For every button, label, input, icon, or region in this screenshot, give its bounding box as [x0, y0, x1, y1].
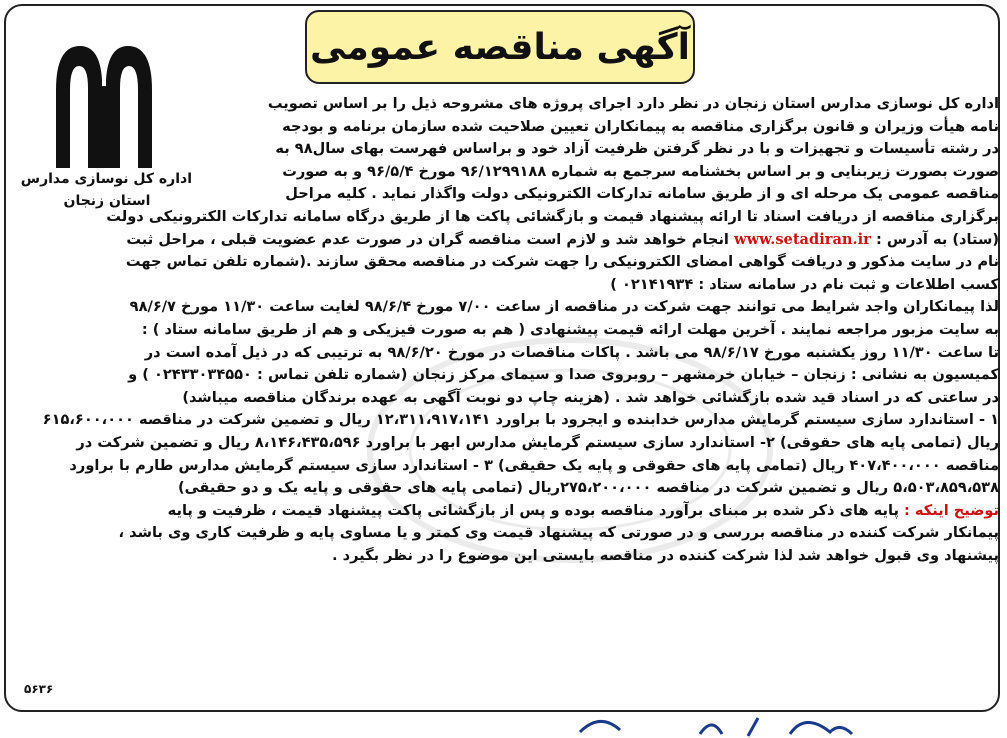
- website-link[interactable]: www.setadiran.ir: [734, 230, 871, 248]
- organization-name-line1: اداره کل نوسازی مدارس: [20, 171, 192, 187]
- body-line: در رشته تأسیسات و تجهیزات و با در نظر گرفتن ظرفیت آزاد خود و براساس فهرست بهای سال۹۸ به: [275, 140, 999, 158]
- project-line: مناقصه ۴۰۷،۴۰۰،۰۰۰ ریال (تمامی پایه های حقوقی و پایه یک حقیقی) ۳ - استاندارد سازی سیستم گرمایش مدارس طارم با براورد: [69, 456, 999, 474]
- body-line: مناقصه عمومی یک مرحله ای و از طریق سامانه تدارکات الکترونیکی دولت واگذار نماید . کلیه مراحل: [285, 185, 999, 203]
- organization-name-line2: استان زنجان: [63, 193, 151, 209]
- body-line: کمیسیون به نشانی : زنجان – خیابان خرمشهر – روبروی صدا و سیمای مرکز زنجان (شماره تلفن تماس : ۰۲۴۳۳۰۳۴۵۵۰ ) و: [128, 366, 999, 384]
- footer-code: ۵۶۳۶: [24, 682, 54, 696]
- body-line: انجام خواهد شد و لازم است مناقصه گران در صورت عدم عضویت قبلی ، مراحل ثبت: [126, 230, 729, 248]
- project-line: ریال (تمامی پایه های حقوقی) ۲- استاندارد سازی سیستم گرمایش مدارس ابهر با براورد ۸،۱۴۶،۴۳۵،۵۹۶ ریال و تضمین شرکت در: [76, 433, 999, 451]
- handwritten-scribble: [0, 712, 1007, 738]
- body-line: نامه هیأت وزیران و قانون برگزاری مناقصه به پیمانکاران تعیین صلاحیت شده سازمان برنامه و بودجه: [282, 117, 999, 135]
- note-line: پیشنهاد وی قبول خواهد شد لذا شرکت کننده در مناقصه بایستی این موضوع را در نظر بگیرد .: [331, 546, 999, 564]
- note-label: توضیح اینکه :: [904, 501, 999, 519]
- note-line: پیمانکار شرکت کننده در مناقصه بررسی و در صورتی که پیشنهاد قیمت وی کمتر و یا مساوی پایه و ظرفیت کاری وی باشد ،: [118, 524, 999, 542]
- body-line: لذا پیمانکاران واجد شرایط می توانند جهت شرکت در مناقصه از ساعت ۷/۰۰ مورخ ۹۸/۶/۴ لغایت ساعت ۱۱/۳۰ مورخ ۹۸/۶/۷: [129, 298, 999, 316]
- notice-body: [14, 93, 999, 567]
- body-line: در ساعتی که در اسناد قید شده بازگشائی خواهد شد . (هزینه چاپ دو نوبت آگهی به عهده برندگان مناقصه میباشد): [182, 388, 999, 406]
- body-line: (ستاد) به آدرس :: [875, 230, 999, 248]
- notice-title-banner: [305, 10, 695, 84]
- body-line: نام در سایت مذکور و دریافت گواهی امضای الکترونیکی را جهت شرکت در مناقصه محقق سازند .(شماره تلفن تماس جهت: [125, 253, 999, 271]
- project-line: ۱ - استاندارد سازی سیستم گرمایش مدارس خدابنده و ایجرود با براورد ۱۲،۳۱۱،۹۱۷،۱۴۱ ریال و تضمین شرکت در مناقصه ۶۱۵،۶۰۰،۰۰۰: [42, 411, 999, 429]
- body-line: به سایت مزبور مراجعه نمایند . آخرین مهلت ارائه قیمت پیشنهادی ( هم به صورت فیزیکی و هم از طریق سامانه ستاد ) :: [141, 320, 999, 338]
- notice-title: آگهی مناقصه عمومی: [310, 26, 690, 68]
- note-line: [14, 500, 999, 523]
- body-line-with-url: [14, 229, 999, 252]
- body-line: برگزاری مناقصه از دریافت اسناد تا ارائه پیشنهاد قیمت و بازگشائی پاکت ها از طریق درگاه سامانه تدارکات الکترونیکی دولت: [106, 207, 999, 225]
- body-line: اداره کل نوسازی مدارس استان زنجان در نظر دارد اجرای پروژه های مشروحه ذیل را بر اساس تصویب: [267, 95, 999, 112]
- body-line: تا ساعت ۱۱/۳۰ روز یکشنبه مورخ ۹۸/۶/۱۷ می باشد . پاکات مناقصات در مورخ ۹۸/۶/۲۰ به ترتیبی که در ذیل آمده است در: [144, 343, 999, 361]
- body-line: کسب اطلاعات و ثبت نام در سامانه ستاد : ۰۲۱۴۱۹۳۴ ): [610, 275, 999, 293]
- project-line: ۵،۵۰۳،۸۵۹،۵۳۸ ریال و تضمین شرکت در مناقصه ۲۷۵،۲۰۰،۰۰۰ریال (تمامی پایه های حقوقی و پایه یک و دو حقیقی): [177, 479, 999, 497]
- body-line: صورت بصورت زیربنایی و بر اساس بخشنامه سرجمع به شماره ۹۶/۱۲۹۹۱۸۸ مورخ ۹۶/۵/۴ و به صورت: [282, 162, 999, 180]
- note-text: پایه های ذکر شده بر مبنای برآورد مناقصه بوده و پس از بازگشائی پاکت پیشنهاد قیمت ، ظرفیت و پایه: [167, 501, 899, 519]
